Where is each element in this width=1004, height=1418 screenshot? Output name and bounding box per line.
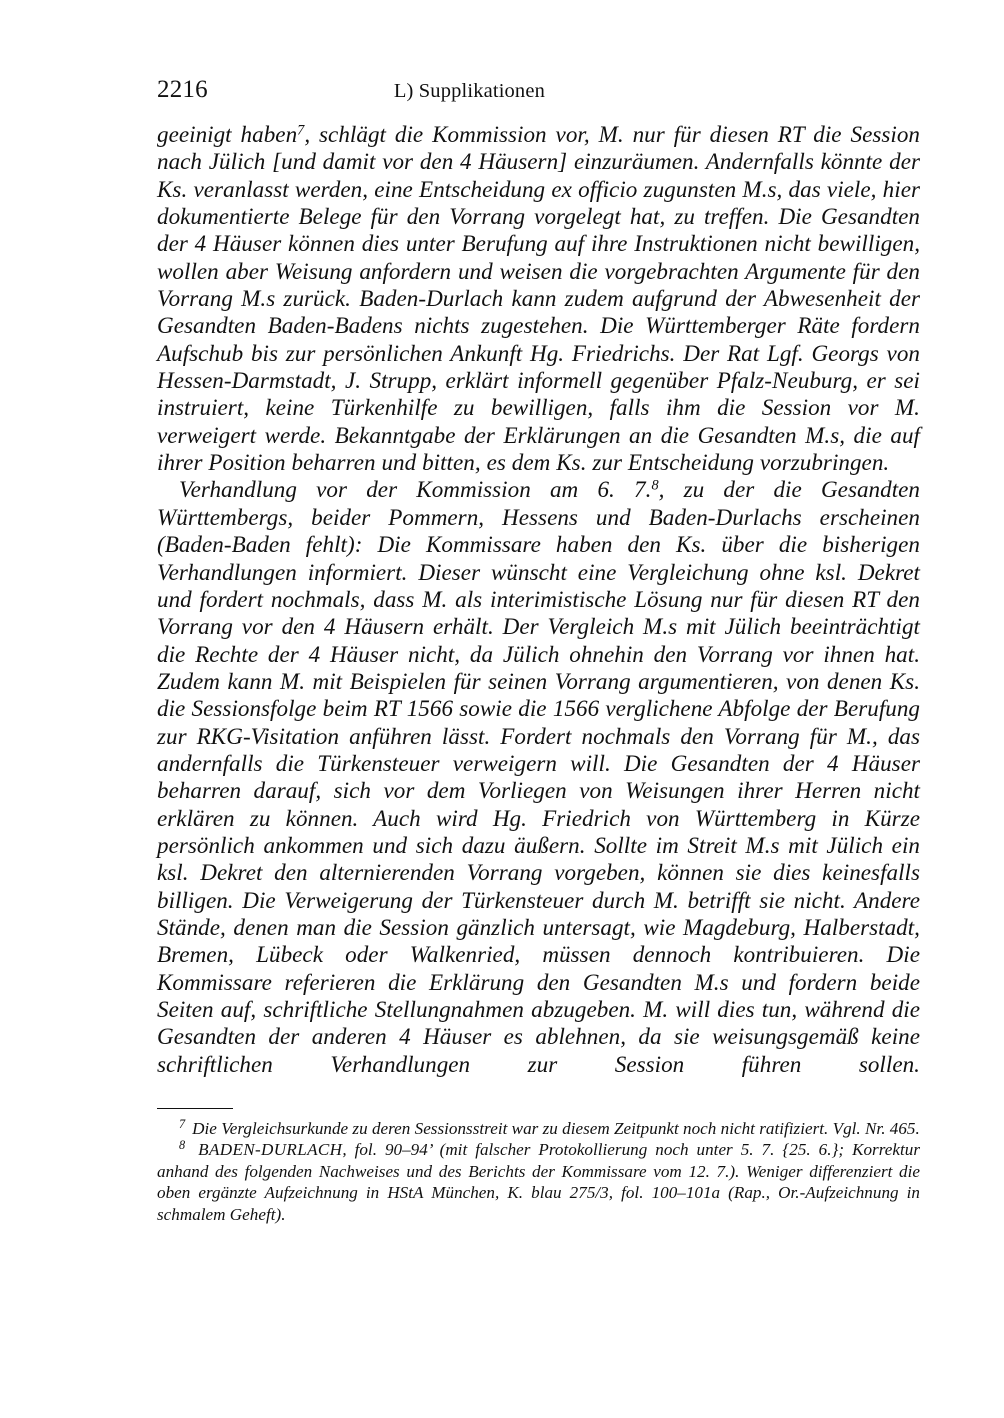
footnote-separator-rule (157, 1108, 233, 1109)
footnote-8-text: , fol. 90–94’ (mit falscher Protokollierung noch unter 5. 7. {25. 6.}; Korrektur anhand des folgenden Nachweises und des Berichts der Kommissare vom 12. 7.). Weniger differenziert die oben ergänzte Aufzeichnung in HStA München, K. blau 275/3, fol. 100–101a (Rap., Or.-Aufzeichnung in schmalem Geheft). (157, 1140, 920, 1224)
footnote-8 (157, 1139, 920, 1225)
footnote-area (157, 1108, 920, 1225)
running-head-title: L) Supplikationen (393, 80, 545, 102)
page-number: 2216 (157, 76, 208, 103)
paragraph-2 (157, 476, 920, 1105)
footnote-reference-8[interactable]: 8 (651, 478, 659, 495)
body-text-block (157, 121, 920, 1105)
paragraph-2-text-before-ref: Verhandlung vor der Kommission am 6. 7. (179, 476, 652, 503)
footnote-7-number: 7 (179, 1116, 186, 1131)
paragraph-1-text-before-ref: geeinigt haben (157, 121, 298, 147)
footnote-reference-7[interactable]: 7 (297, 122, 305, 139)
footnote-8-number: 8 (179, 1138, 186, 1153)
footnote-8-source: BADEN-DURLACH (198, 1140, 343, 1160)
paragraph-2-text-after-ref: , zu der die Gesandten Württembergs, beider Pommern, Hessens und Baden-Durlachs erscheinen (Baden-Baden fehlt): Die Kommissare haben den Ks. über die bisherigen Verhandlungen informiert. Dieser wünscht eine Vergleichung ohne ksl. Dekret und fordert nochmals, dass M. als interimistische Lösung nur für diesen RT den Vorrang vor den 4 Häusern erhält. Der Vergleich M.s mit Jülich beeinträchtigt die Rechte der 4 Häuser nicht, da Jülich ohnehin den Vorrang vor ihnen hat. Zudem kann M. mit Beispielen für seinen Vorrang argumentieren, von denen Ks. die Sessionsfolge beim RT 1566 sowie die 1566 verglichene Abfolge der Berufung zur RKG-Visitation anführen lässt. Fordert nochmals den Vorrang für M., das andernfalls die Türkensteuer verweigern will. Die Gesandten der 4 Häuser beharren darauf, sich vor dem Vorliegen von Weisungen ihrer Herren nicht erklären zu können. Auch wird Hg. Friedrich von Württemberg in Kürze persönlich ankommen und sich dazu äußern. Sollte im Streit M.s mit Jülich ein ksl. Dekret den alternierenden Vorrang vorgeben, können sie dies keinesfalls billigen. Die Verweigerung der Türkensteuer durch M. betrifft sie nicht. Andere Stände, denen man die Session gänzlich untersagt, wie Magdeburg, Halberstadt, Bremen, Lübeck oder Walkenried, müssen dennoch kontribuieren. Die Kommissare referieren die Erklärung den Gesandten M.s und fordern beide Seiten auf, schriftliche Stellungnahmen abzugeben. M. will dies tun, während die Gesandten der anderen 4 Häuser es ablehnen, da sie weisungsgemäß keine schriftlichen Verhandlungen zur Session führen sollen. (157, 476, 920, 1077)
paragraph-1 (157, 121, 920, 476)
footnote-7 (157, 1118, 920, 1139)
running-head (157, 76, 767, 106)
paragraph-1-text-after-ref: , schlägt die Kommission vor, M. nur für diesen RT die Session nach Jülich [und damit vor den 4 Häusern] einzuräumen. Andernfalls könnte der Ks. veranlasst werden, eine Entscheidung ex officio zugunsten M.s, das viele, hier dokumentierte Belege für den Vorrang vorgelegt hat, zu treffen. Die Gesandten der 4 Häuser können dies unter Berufung auf ihre Instruktionen nicht bewilligen, wollen aber Weisung anfordern und weisen die vorgebrachten Argumente für den Vorrang M.s zurück. Baden-Durlach kann zudem aufgrund der Abwesenheit der Gesandten Baden-Badens nichts zugestehen. Die Württemberger Räte fordern Aufschub bis zur persönlichen Ankunft Hg. Friedrichs. Der Rat Lgf. Georgs von Hessen-Darmstadt, J. Strupp, erklärt informell gegenüber Pfalz-Neuburg, er sei instruiert, keine Türkenhilfe zu bewilligen, falls ihm die Session vor M. verweigert werde. Bekanntgabe der Erklärungen an die Gesandten M.s, die auf ihrer Position beharren und bitten, es dem Ks. zur Entscheidung vorzubringen. (157, 121, 921, 476)
footnote-7-text: Die Vergleichsurkunde zu deren Sessionsstreit war zu diesem Zeitpunkt noch nicht ratifiziert. Vgl. Nr. 465. (192, 1119, 920, 1138)
